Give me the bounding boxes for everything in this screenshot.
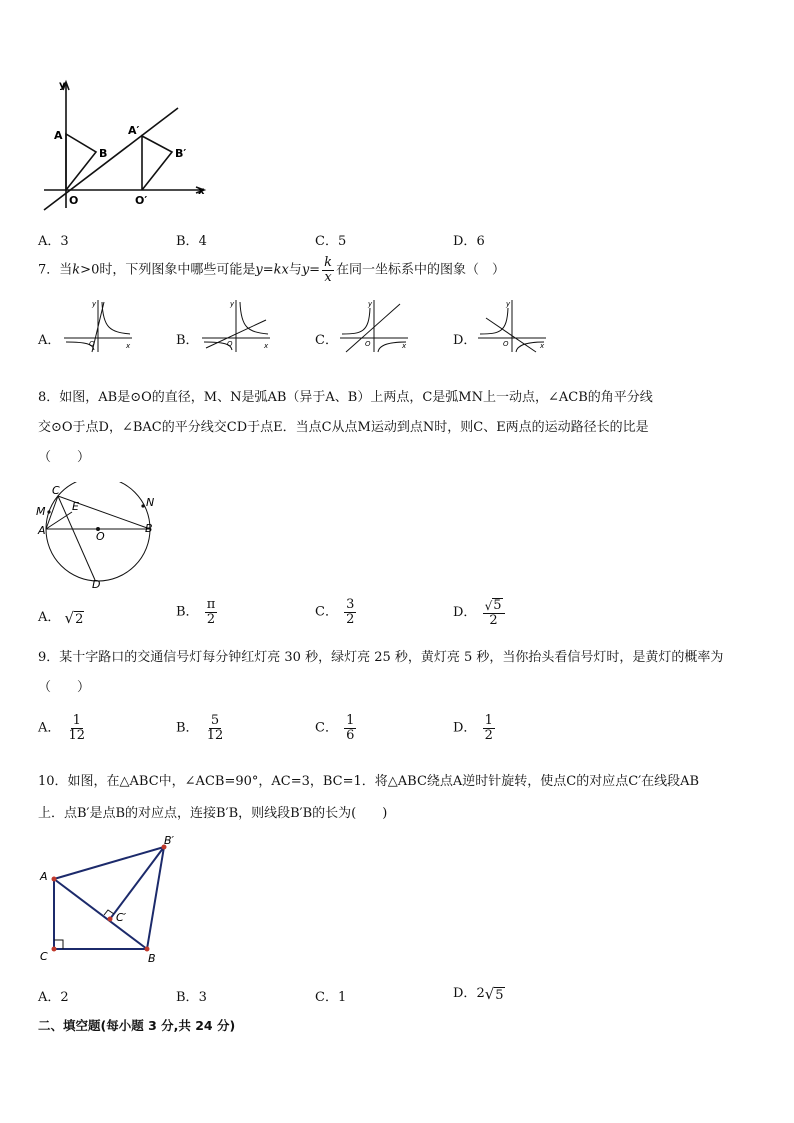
- q6-label-A2: A′: [128, 124, 140, 137]
- svg-text:x: x: [264, 342, 269, 350]
- q7-option-b: B．: [176, 333, 199, 348]
- q7-stem: 7．当k>0时，下列图象中哪些可能是y=kx与y= $\frac{k}{x}$ 在同一坐标系中的图象（ ）: [38, 255, 505, 285]
- svg-text:y: y: [92, 300, 97, 308]
- svg-text:y: y: [368, 300, 373, 308]
- svg-text:M: M: [36, 505, 46, 518]
- q8-option-b: B． $\frac{\pi}{2}$: [176, 597, 216, 627]
- svg-text:N: N: [146, 496, 155, 509]
- q7-option-a: A．: [38, 333, 61, 348]
- q10-figure: [34, 832, 184, 964]
- q9-option-d: D． $\frac{1}{2}$: [453, 713, 493, 743]
- q6-label-B: B: [99, 147, 108, 160]
- svg-text:x: x: [540, 342, 545, 350]
- q7-graph-c: [338, 298, 410, 354]
- q10-option-a: A．2: [38, 990, 69, 1005]
- svg-text:D: D: [92, 578, 101, 590]
- svg-text:A: A: [38, 524, 46, 537]
- q10-option-d: D．2 √ 5: [453, 984, 504, 1003]
- svg-text:y: y: [506, 300, 511, 308]
- q8-stem-line1: 8．如图，AB是⊙O的直径，M、N是弧AB（异于A、B）上两点，C是弧MN上一动点，∠ACB的角平分线: [38, 390, 653, 405]
- q9-stem-line1: 9．某十字路口的交通信号灯每分钟红灯亮 30 秒，绿灯亮 25 秒，黄灯亮 5 秒，当你抬头看信号灯时，是黄灯的概率为: [38, 650, 724, 665]
- q6-option-a: A．3: [38, 234, 69, 249]
- q10-stem-line2: 上．点B′是点B的对应点，连接B′B，则线段B′B的长为( ): [38, 806, 388, 821]
- q7-graph-a: [62, 298, 134, 354]
- svg-text:O: O: [503, 340, 509, 348]
- q10-option-c: C．1: [315, 990, 347, 1005]
- svg-text:y: y: [230, 300, 235, 308]
- q10-stem-line1: 10．如图，在△ABC中，∠ACB=90°，AC=3，BC=1．将△ABC绕点A逆时针旋转，使点C的对应点C′在线段AB: [38, 774, 700, 789]
- svg-text:C′: C′: [116, 911, 127, 924]
- q6-label-y: y: [59, 80, 66, 91]
- svg-text:A: A: [40, 870, 48, 883]
- svg-text:x: x: [126, 342, 131, 350]
- q7-graph-d: [476, 298, 548, 354]
- q8-option-a: A． √ 2: [38, 608, 84, 627]
- q6-option-d: D．6: [453, 234, 485, 249]
- q6-label-x: x: [198, 186, 205, 197]
- q6-option-b: B．4: [176, 234, 207, 249]
- svg-text:E: E: [72, 500, 79, 513]
- svg-text:O: O: [365, 340, 371, 348]
- q8-stem-line2: 交⊙O于点D，∠BAC的平分线交CD于点E．当点C从点M运动到点N时，则C、E两点的运动路径长的比是: [38, 420, 649, 435]
- q9-option-b: B． $\frac{5}{12}$: [176, 713, 224, 743]
- svg-text:O: O: [89, 340, 95, 348]
- svg-text:B: B: [148, 952, 156, 964]
- svg-text:O: O: [96, 530, 105, 543]
- q7-graph-b: [200, 298, 272, 354]
- q6-figure: [36, 76, 216, 216]
- svg-text:x: x: [402, 342, 407, 350]
- q7-option-c: C．: [315, 333, 338, 348]
- q9-stem-line2: （ ）: [38, 680, 91, 695]
- q6-label-B2: B′: [175, 147, 187, 160]
- q7-option-d: D．: [453, 333, 477, 348]
- q6-label-O: O: [69, 194, 79, 207]
- svg-text:C: C: [40, 950, 48, 963]
- q9-option-a: A． $\frac{1}{12}$: [38, 713, 86, 743]
- svg-text:B′: B′: [164, 834, 175, 847]
- q6-label-O2: O′: [135, 194, 148, 207]
- q8-stem-line3: （ ）: [38, 450, 91, 465]
- svg-text:C: C: [52, 484, 60, 497]
- svg-text:O: O: [227, 340, 233, 348]
- q8-option-c: C． $\frac{3}{2}$: [315, 597, 355, 627]
- q6-option-c: C．5: [315, 234, 347, 249]
- q6-label-A: A: [54, 129, 63, 142]
- q9-option-c: C． $\frac{1}{6}$: [315, 713, 355, 743]
- svg-text:B: B: [145, 522, 153, 535]
- q8-figure: [32, 482, 168, 590]
- section-title-fill-in: 二、填空题(每小题 3 分,共 24 分): [38, 1018, 236, 1033]
- q8-option-d: D． √ 5 2: [453, 598, 507, 627]
- q10-option-b: B．3: [176, 990, 207, 1005]
